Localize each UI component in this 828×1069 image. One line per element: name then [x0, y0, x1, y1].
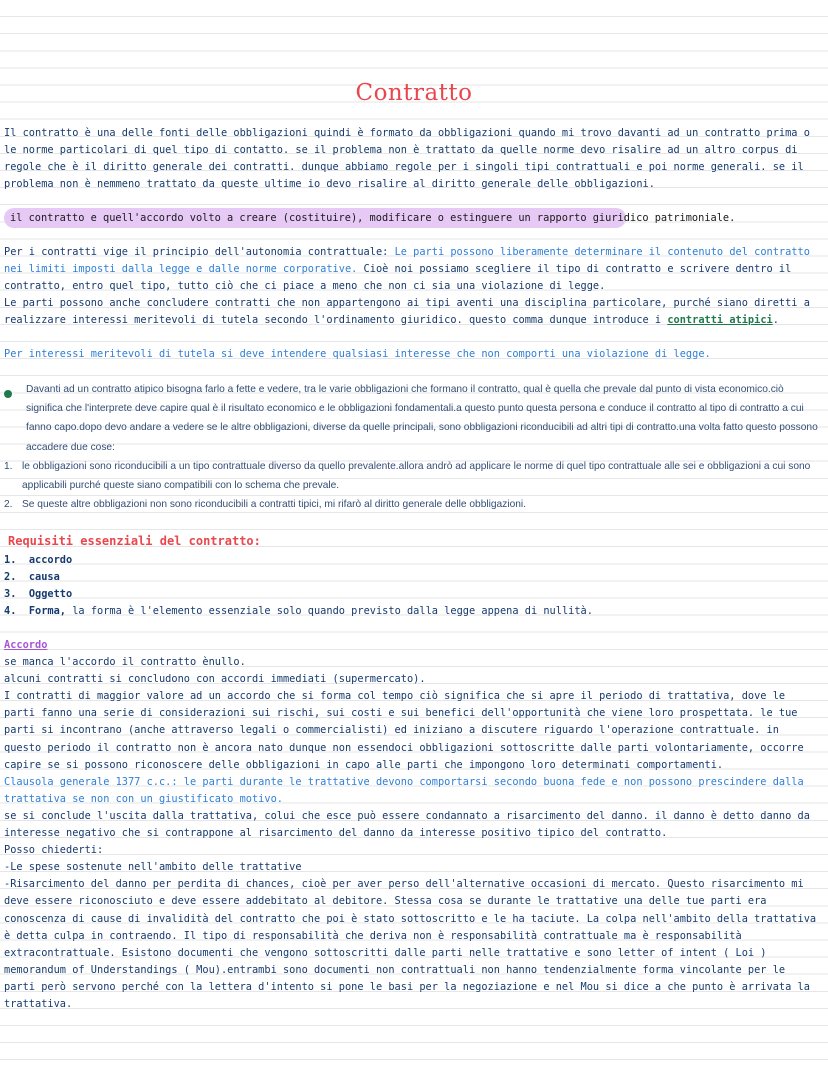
requisito-2: 2. causa [4, 571, 60, 584]
contratti-atipici-link[interactable]: contratti atipici [667, 314, 773, 327]
interests-paragraph: Per interessi meritevoli di tutela si deve intendere qualsiasi interesse che non comporti una violazione di legge. [4, 348, 711, 360]
accordo-line-2: alcuni contratti si concludono con accordi immediati (supermercato). [4, 673, 426, 686]
autonomy-period: . [772, 314, 779, 327]
accordo-heading[interactable]: Accordo [4, 639, 48, 651]
bullet-text: Davanti ad un contratto atipico bisogna farlo a fette e vedere, tra le varie obbligazioni che formano il contratto, qual è quella che prevale dal punto di vista economico.ciò significa che l'interprete deve capire qual è il risultato economico e le obbligazioni fondamentali.a questo punto questa persona e conduce il contratto al tipo di contratto a cui fanno capo.dopo devo andare a vedere se le altre obbligazioni, diverse da quelle principali, sono obbligazioni riconducibili ad altri tipi di contratto.una volta fatto questo possono accadere due cose: [26, 384, 818, 453]
clausola-generale: Clausola generale 1377 c.c.: le parti durante le trattative devono comportarsi secondo buona fede e non possono prescindere dalla trattativa se non con un giustificato motivo. [4, 775, 804, 805]
requisiti-list [4, 552, 822, 620]
requisito-1: 1. accordo [4, 554, 73, 566]
accordo-line-1: se manca l'accordo il contratto ènullo. [4, 656, 246, 669]
autonomy-lead: Per i contratti vige il principio dell'autonomia contrattuale: [4, 246, 395, 258]
accordo-paragraph-1: I contratti di maggior valore ad un accordo che si forma col tempo ciò significa che si apre il periodo di trattativa, dove le parti fanno una serie di considerazioni sui rischi, sui costi e sui benefici dell'opportunità che viene loro prospettata. le tue parti si incontrano (anche attraverso legali o commercialisti) ed iniziano a discutere riguardo l'operazione contrattuale. in questo periodo il contratto non è ancora nato dunque non essendoci obbligazioni sottoscritte dalle parti volontariamente, occorre capire se si possono riconoscere delle obbligazioni in capo alle parti che impongono loro determinati comportamenti. [4, 690, 804, 771]
accordo-paragraph-3: Posso chiederti: [4, 844, 104, 857]
autonomy-rest: Cioè noi possiamo scegliere il tipo di contratto e scrivere dentro il contratto, entro quel tipo, tutto ciò che ci piace a meno che non ci sia una violazione di legge. [4, 263, 792, 293]
item-text-1: le obbligazioni sono riconducibili a un tipo contrattuale diverso da quello prevalente.allora andrò ad applicare le norme di quel tipo contrattuale alle sei e obbligazioni a cui sono applicabili purché queste siano compatibili con lo schema che prevale. [22, 460, 811, 492]
accordo-section [4, 637, 822, 1013]
handwritten-notes [4, 380, 820, 514]
autonomy-blue-text: Le parti possono liberamente determinare il contenuto del contratto nei limiti imposti dalla legge e dalle norme corporative. [4, 246, 810, 276]
definition-text: il contratto e quell'accordo volto a creare (costituire), modificare o estinguere un rapporto giuridico patrimoniale. [10, 212, 736, 224]
requisiti-title: Requisiti essenziali del contratto: [8, 534, 261, 548]
intro-paragraph: Il contratto è una delle fonti delle obbligazioni quindi è formato da obbligazioni quando mi trovo davanti ad un contratto prima o le norme particolari di quel tipo di contatto. se il problema non è trattato da quelle norme devo risalire ad un altro corpus di regole che è il diritto generale dei contratti. dunque abbiamo regole per i singoli tipi contrattuali e poi norme generali. se il problema non è nemmeno trattato da queste ultime io devo risalire al diritto generale delle obbligazioni. [4, 127, 810, 191]
accordo-paragraph-4: -Le spese sostenute nell'ambito delle trattative [4, 861, 302, 874]
item-number-2: 2. [4, 499, 13, 511]
numbered-item-1 [4, 457, 820, 495]
bullet-dot [4, 380, 26, 457]
accordo-paragraph-5: -Risarcimento del danno per perdita di chances, cioè per aver perso dell'alternative occasioni di mercato. Questo risarcimento mi deve essere riconosciuto e deve essere addebitato al debitore. Stessa cosa se durante le trattative una delle tue parti era conoscenza di cause di invalidità del contratto che poi è stato sottoscritto e le ha taciute. La colpa nell'ambito della trattativa è detta culpa in contraendo. Il tipo di responsabilità che deriva non è responsabilità contrattuale ma è responsabilità extracontrattuale. Esistono documenti che vengono sottoscritti dalle parti nelle trattative e sono letter of intent ( Loi ) memorandum of Understandings ( Mou).entrambi sono documenti non contrattuali non hanno tendenzialmente forma vincolante per le parti però servono perché con la lettera d'intento si pone le basi per la negoziazione e nel Mou si dice a che punto è arrivata la trattativa. [4, 878, 817, 1010]
page-title: Contratto [355, 80, 473, 106]
item-text-2: Se queste altre obbligazioni non sono riconducibili a contratti tipici, mi rifarò al diritto generale delle obbligazioni. [22, 499, 527, 511]
bullet-item [4, 380, 820, 457]
requisito-4: 4. Forma, la forma è l'elemento essenziale solo quando previsto dalla legge appena di nullità. [4, 605, 593, 618]
item-number-1: 1. [4, 460, 13, 472]
autonomy-paragraph [4, 244, 822, 329]
numbered-item-2 [4, 495, 820, 514]
accordo-paragraph-2: se si conclude l'uscita dalla trattativa, colui che esce può essere condannato a risarcimento del danno. il danno è detto danno da interesse negativo che si contrappone al risarcimento del danno da interesse positivo tipico del contratto. [4, 809, 810, 840]
requisito-3: 3. Oggetto [4, 588, 73, 601]
autonomy-para2: Le parti possono anche concludere contratti che non appartengono ai tipi aventi una disciplina particolare, purché siano diretti a realizzare interessi meritevoli di tutela secondo l'ordinamento giuridico. questo comma dunque introduce i [4, 297, 810, 327]
